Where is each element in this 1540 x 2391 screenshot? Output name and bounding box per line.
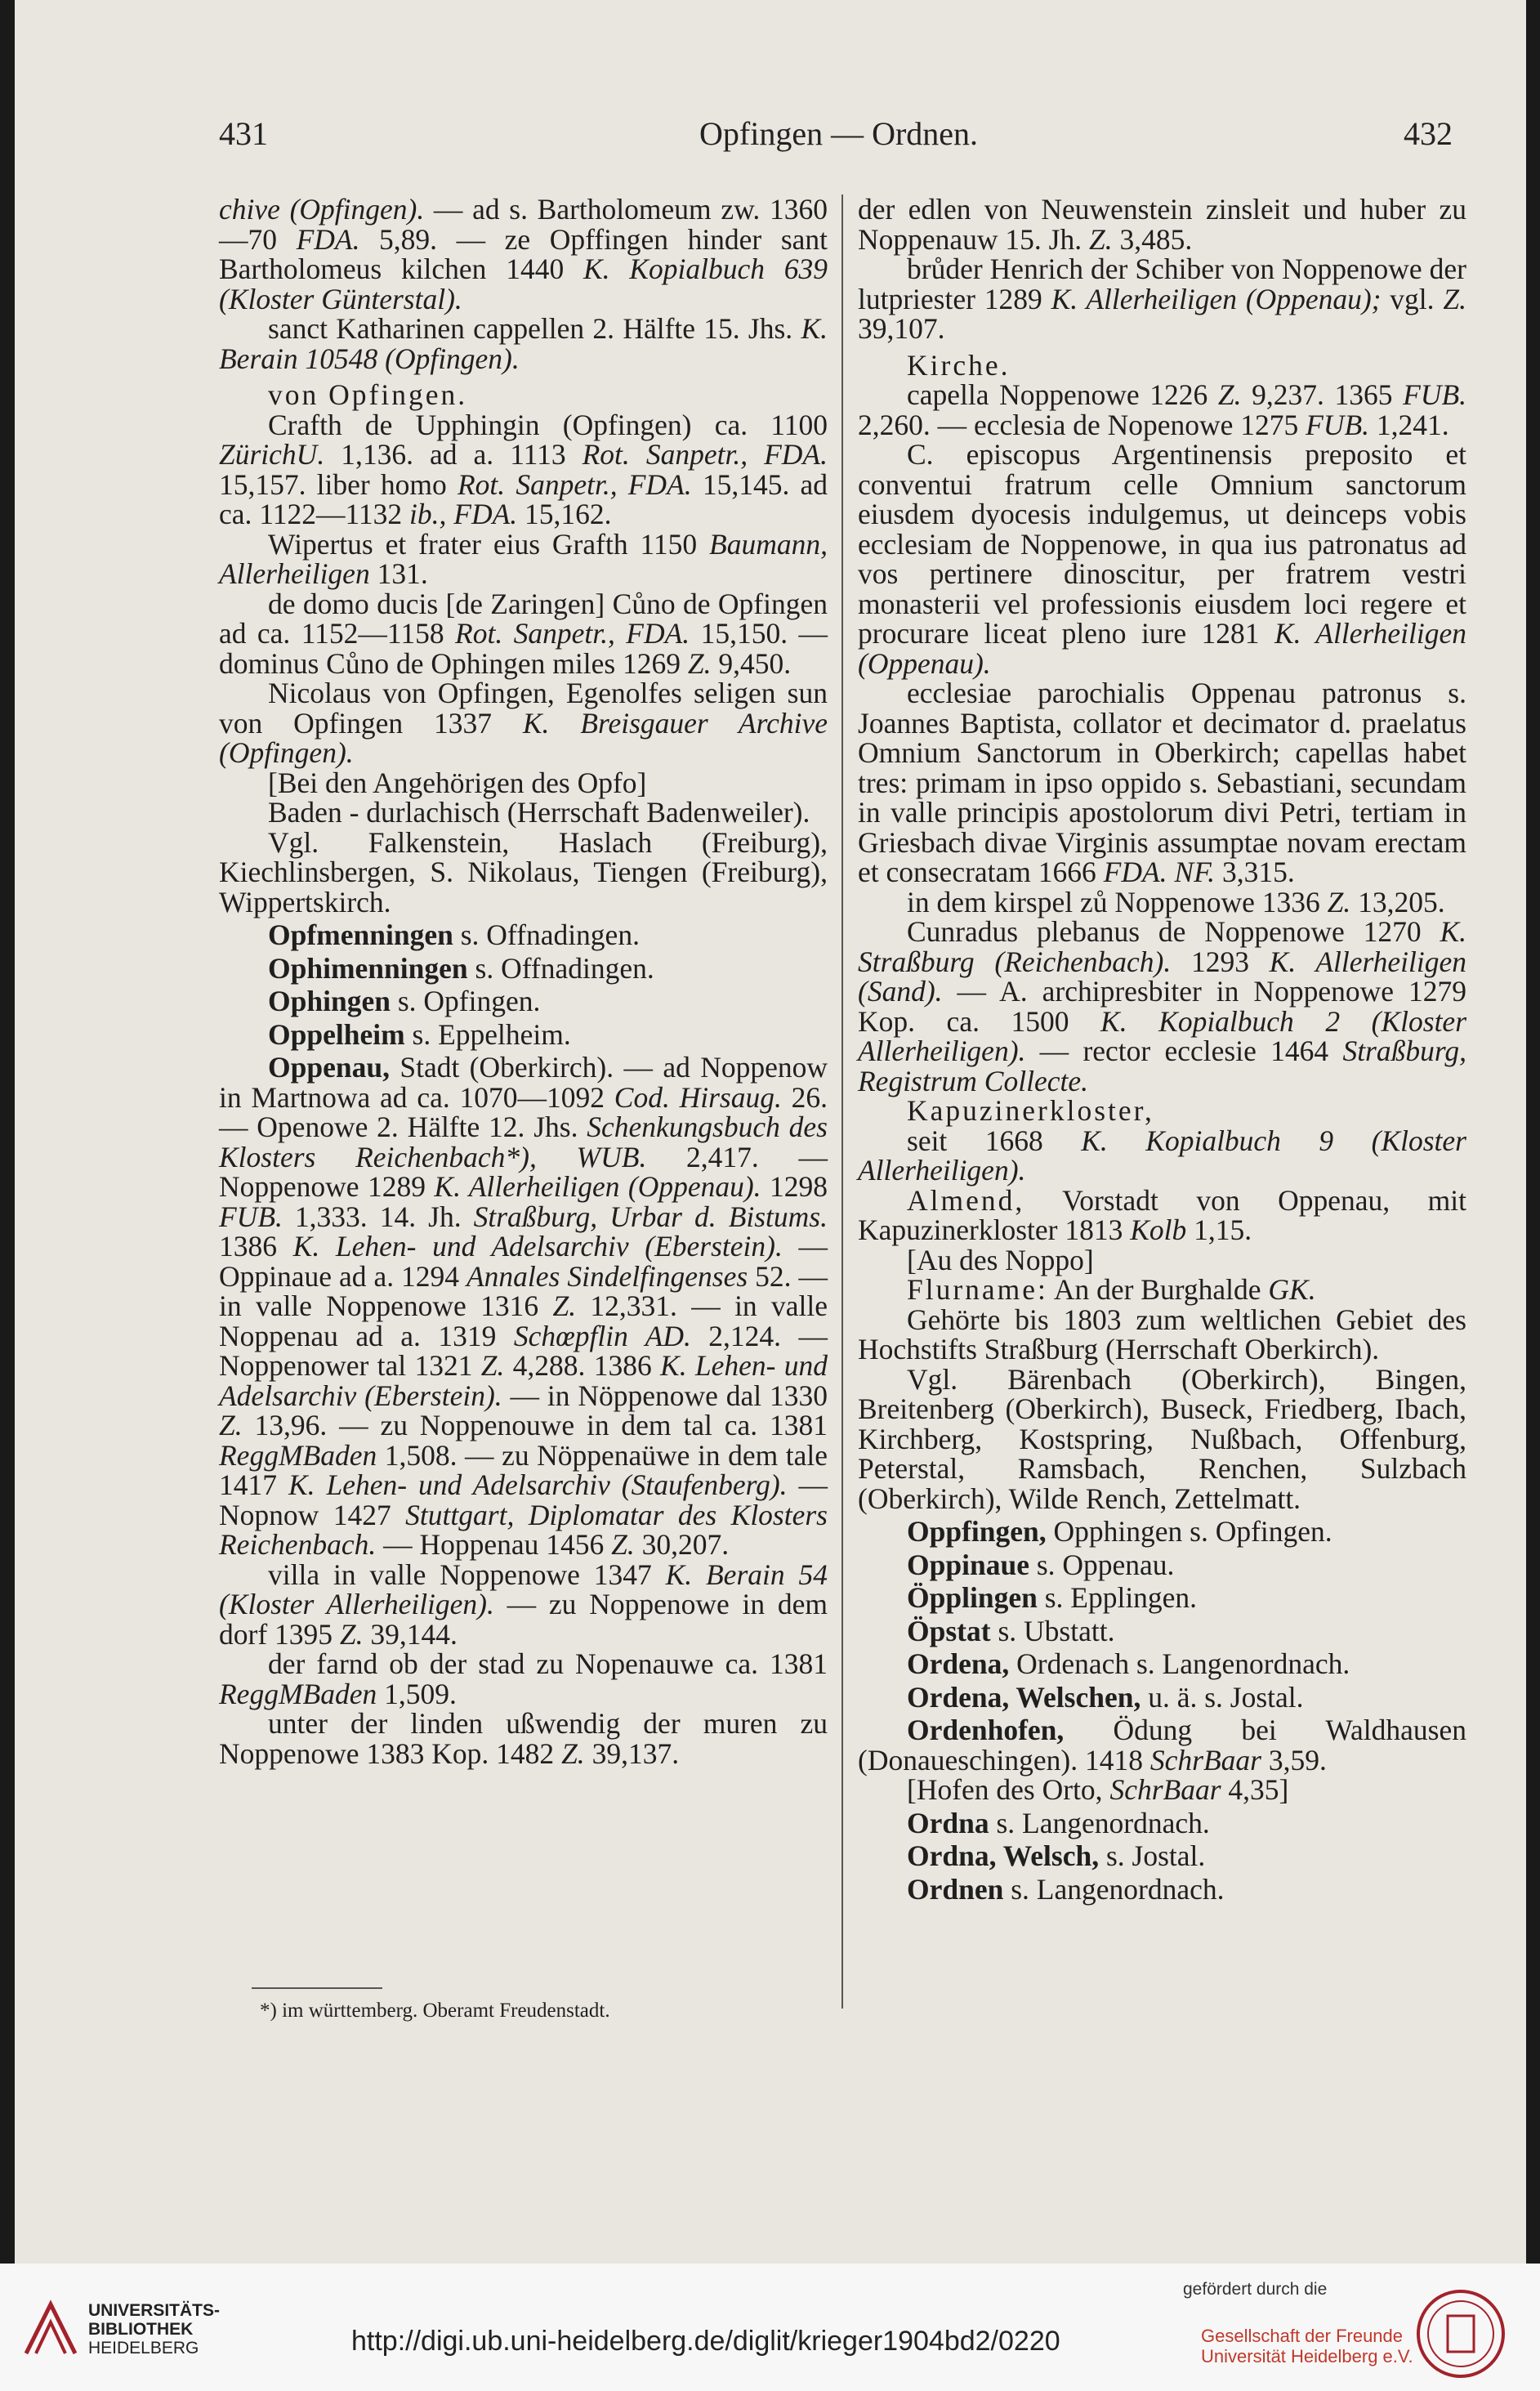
- entry-headword: Öpstat: [907, 1614, 991, 1647]
- text-run: Vgl. Bärenbach (Oberkirch), Bingen, Breitenberg (Oberkirch), Buseck, Friedberg, Ibach, Kirchberg, Kostspring, Nußbach, Offenburg, Peterstal, Ramsbach, Renchen, Sulzbach (Oberkirch), Wilde Rench, Zettelmatt.: [858, 1362, 1466, 1515]
- text-run: 30,207.: [634, 1528, 730, 1561]
- entry-headword: Oppinaue: [907, 1548, 1029, 1581]
- text-run: Crafth de Upphingin (Opfingen) ca. 1100: [268, 408, 828, 441]
- entry-headword: Ophingen: [268, 985, 391, 1017]
- text-run: Schœpflin AD.: [513, 1319, 691, 1352]
- text-run: Flurname:: [907, 1273, 1048, 1306]
- text-run: vgl.: [1381, 282, 1444, 315]
- text-run: s. Langenordnach.: [989, 1806, 1210, 1839]
- text-run: chive (Opfingen).: [219, 193, 425, 226]
- text-run: Z.: [219, 1409, 243, 1441]
- text-run: Z.: [1443, 282, 1466, 315]
- text-run: K. Lehen- und Adelsarchiv (Staufenberg).: [288, 1468, 788, 1501]
- text-run: 1386: [219, 1230, 293, 1263]
- entry-headword: Ordnen: [907, 1872, 1004, 1906]
- text-run: 26. — Openowe 2. Hälfte 12. Jhs.: [219, 1080, 828, 1143]
- text-run: Straßburg, Registrum Collecte.: [858, 1035, 1466, 1097]
- sponsor-name: Gesellschaft der Freunde Universität Heidelberg e.V.: [1201, 2326, 1413, 2366]
- paragraph: [858, 1775, 1466, 1805]
- text-run: Cod. Hirsaug.: [614, 1080, 782, 1114]
- text-run: 1,136. ad a. 1113: [324, 438, 583, 471]
- text-run: Z.: [1088, 222, 1113, 256]
- text-run: Rot. Sanpetr., FDA.: [455, 617, 690, 650]
- footnote: *) im württemberg. Oberamt Freudenstadt.: [260, 2000, 610, 2022]
- text-run: GK.: [1268, 1273, 1316, 1306]
- text-run: 13,205.: [1350, 885, 1445, 918]
- paragraph: [219, 410, 828, 530]
- paragraph: [858, 380, 1466, 440]
- entry-headword: Ordna, Welsch,: [907, 1839, 1100, 1872]
- text-run: — zu Noppenowe in dem dorf 1395: [219, 1588, 828, 1651]
- text-run: s. Ubstatt.: [990, 1614, 1115, 1647]
- text-run: Vgl. Falkenstein, Haslach (Freiburg), Kiechlinsbergen, S. Nikolaus, Tiengen (Freiburg), Wippertskirch.: [219, 825, 828, 918]
- text-run: der edlen von Neuwenstein zinsleit und huber zu Noppenauw 15. Jh.: [858, 193, 1466, 256]
- text-run: Stuttgart, Diplomatar des Klosters Reichenbach.: [219, 1498, 828, 1561]
- text-run: 52. — in valle Noppenowe 1316: [219, 1259, 828, 1322]
- text-run: Z.: [611, 1528, 635, 1561]
- entry-headword: Oppenau,: [268, 1051, 390, 1084]
- text-run: Opphingen s. Opfingen.: [1046, 1515, 1332, 1548]
- paragraph: [219, 768, 828, 798]
- column-divider: [841, 194, 843, 2009]
- entry-headword: Ordena, Welschen,: [907, 1680, 1141, 1714]
- text-run: — rector ecclesie 1464: [1025, 1035, 1343, 1067]
- text-run: von Opfingen.: [268, 378, 468, 411]
- paragraph: [858, 1517, 1466, 1547]
- text-run: 3,485.: [1112, 222, 1193, 256]
- text-run: K. Berain 10548 (Opfingen).: [219, 312, 828, 375]
- paragraph: [858, 1872, 1466, 1906]
- paragraph: [219, 1017, 828, 1051]
- text-run: 4,35]: [1221, 1773, 1289, 1806]
- text-run: in dem kirspel zů Noppenowe 1336: [907, 885, 1328, 918]
- paragraph: [219, 589, 828, 679]
- text-run: — ad s. Bartholomeum zw. 1360—70: [219, 193, 828, 256]
- text-run: 1298: [761, 1170, 828, 1203]
- text-run: — in Nöppenowe dal 1330: [502, 1379, 828, 1412]
- text-run: SchrBaar: [1149, 1743, 1261, 1776]
- paragraph: [219, 1052, 828, 1560]
- text-run: 1,333. 14. Jh.: [282, 1200, 474, 1233]
- text-run: Cunradus plebanus de Noppenowe 1270: [907, 915, 1440, 948]
- text-run: Baden - durlachisch (Herrschaft Badenweiler).: [268, 796, 810, 829]
- paragraph: [219, 798, 828, 828]
- text-run: der farnd ob der stad zu Nopenauwe ca. 1381: [268, 1647, 828, 1680]
- paragraph: [219, 678, 828, 768]
- text-run: 1,241.: [1369, 408, 1449, 441]
- text-run: K. Lehen- und Adelsarchiv (Eberstein).: [292, 1230, 783, 1263]
- paragraph: [219, 986, 828, 1017]
- text-run: villa in valle Noppenowe 1347: [268, 1558, 666, 1591]
- paragraph: [219, 527, 828, 590]
- paragraph: [858, 194, 1466, 254]
- text-run: 131.: [369, 557, 428, 590]
- paragraph: [858, 1275, 1466, 1305]
- text-run: Almend,: [907, 1183, 1025, 1217]
- text-run: 15,145. ad ca. 1122—1132: [219, 467, 828, 530]
- paragraph: [858, 1550, 1466, 1580]
- text-run: Z.: [1217, 378, 1242, 411]
- footnote-rule: [252, 1987, 382, 1989]
- text-run: K. Lehen- und Adelsarchiv (Eberstein).: [219, 1349, 828, 1412]
- text-run: Z.: [687, 646, 712, 680]
- text-run: Kapuzinerkloster,: [907, 1094, 1154, 1127]
- text-run: 4,288. 1386: [504, 1349, 661, 1382]
- text-run: 1293: [1171, 945, 1270, 978]
- text-run: Z.: [1327, 885, 1351, 918]
- text-run: K. Allerheiligen (Oppenau);: [1051, 282, 1382, 315]
- paragraph: [858, 1183, 1466, 1246]
- paragraph: [219, 380, 828, 410]
- text-run: s. Jostal.: [1099, 1839, 1206, 1872]
- paragraph: [858, 678, 1466, 887]
- entry-headword: Öpplingen: [907, 1581, 1038, 1614]
- text-run: — A. archipresbiter in Noppenowe 1279 Kop. ca. 1500: [858, 975, 1466, 1038]
- text-run: u. ä. s. Jostal.: [1140, 1680, 1304, 1714]
- paragraph: [858, 1715, 1466, 1775]
- library-name: UNIVERSITÄTS- BIBLIOTHEK HEIDELBERG: [88, 2301, 221, 2357]
- text-run: K. Breisgauer Archive (Opfingen).: [219, 706, 828, 769]
- entry-headword: Ordenhofen,: [907, 1714, 1065, 1746]
- text-run: Nicolaus von Opfingen, Egenolfes seligen sun von Opfingen 1337: [219, 677, 828, 740]
- entry-headword: Oppelheim: [268, 1017, 405, 1051]
- entry-headword: Ordna: [907, 1806, 989, 1839]
- text-run: capella Noppenowe 1226: [907, 378, 1218, 411]
- text-run: ReggMBaden: [219, 1677, 377, 1710]
- text-run: — Hoppenau 1456: [376, 1528, 612, 1561]
- text-run: ZürichU.: [219, 438, 325, 471]
- text-run: s. Eppelheim.: [404, 1017, 571, 1051]
- entry-headword: Ophimenningen: [268, 951, 468, 985]
- paragraph: [858, 1126, 1466, 1186]
- paragraph: [858, 1245, 1466, 1276]
- text-run: Vorstadt von Oppenau, mit Kapuzinerkloster 1813: [858, 1183, 1466, 1246]
- entry-headword: Opfmenningen: [268, 918, 453, 951]
- paragraph: [858, 917, 1466, 1096]
- text-run: Z.: [480, 1349, 505, 1382]
- text-run: FDA.: [296, 222, 360, 256]
- paragraph: [219, 951, 828, 985]
- text-run: Ordenach s. Langenordnach.: [1009, 1647, 1350, 1680]
- text-run: FUB.: [1306, 408, 1370, 441]
- text-run: Rot. Sanpetr., FDA.: [457, 467, 692, 501]
- paragraph: [858, 254, 1466, 344]
- text-run: 2,417. — Noppenowe 1289: [219, 1140, 828, 1203]
- university-seal-icon: [1415, 2288, 1507, 2380]
- text-run: Wipertus et frater eius Grafth 1150: [268, 527, 710, 561]
- text-run: Gehörte bis 1803 zum weltlichen Gebiet des Hochstifts Straßburg (Herrschaft Oberkirch).: [858, 1303, 1466, 1365]
- text-run: [Bei den Angehörigen des Opfo]: [268, 766, 647, 799]
- text-run: Ödung bei Waldhausen (Donaueschingen). 1418: [858, 1714, 1466, 1776]
- text-run: K. Allerheiligen (Oppenau).: [858, 617, 1467, 680]
- paragraph: [219, 1560, 828, 1650]
- text-run: 15,150. — dominus Cůno de Ophingen miles 1269: [219, 617, 828, 680]
- entry-headword: Ordena,: [907, 1647, 1010, 1680]
- paragraph: [219, 194, 828, 314]
- text-run: An der Burghalde: [1047, 1273, 1269, 1306]
- text-run: — Nopnow 1427: [219, 1468, 828, 1531]
- text-run: s. Epplingen.: [1037, 1581, 1198, 1614]
- scanned-page: [15, 0, 1526, 2264]
- text-run: 13,96. — zu Noppenouwe in dem tal ca. 1381: [242, 1409, 828, 1441]
- text-run: K. Kopialbuch 9 (Kloster Allerheiligen).: [858, 1124, 1466, 1187]
- text-run: 1,15.: [1186, 1213, 1252, 1246]
- paragraph: [219, 920, 828, 950]
- text-run: s. Opfingen.: [390, 985, 541, 1017]
- text-run: 9,237. 1365: [1241, 378, 1404, 411]
- text-run: C. episcopus Argentinensis preposito et conventui fratrum celle Omnium sanctorum eiusdem dyocesis indulgemus, ut deinceps vobis ecclesiam de Noppenowe, in qua ius patronatus ad vos pertinere dinoscitur, per fratrem vestri monasterii vel professionis eiusdem loci regere et procurare liceat pleno iure 1281: [858, 438, 1466, 650]
- text-run: Rot. Sanpetr., FDA.: [582, 438, 828, 471]
- text-run: FDA. NF.: [1103, 856, 1216, 888]
- text-run: 39,137.: [584, 1736, 680, 1770]
- text-run: 5,89. — ze Opffingen hinder sant Bartholomeus kilchen 1440: [219, 222, 828, 285]
- paragraph: [858, 440, 1466, 678]
- paragraph: [858, 1649, 1466, 1679]
- right-column: [858, 194, 1466, 1904]
- library-logo-icon: [18, 2296, 83, 2362]
- paragraph: [858, 1583, 1466, 1613]
- text-run: 15,162.: [517, 498, 612, 530]
- text-run: 2,124. — Noppenower tal 1321: [219, 1319, 828, 1382]
- text-run: Z.: [552, 1289, 577, 1322]
- text-run: Kirche.: [907, 348, 1011, 382]
- text-run: Z.: [339, 1617, 364, 1651]
- text-run: ecclesiae parochialis Oppenau patronus s. Joannes Baptista, collator et decimator d. praelatus Omnium Sanctorum in Oberkirch; capellas habet tres: primam in ipso oppido s. Sebastiani, secundam in valle principis apostolorum divi Petri, tertiam in Griesbach divae Virginis assumptae novam erectam et consecratam 1666: [858, 677, 1466, 888]
- paragraph: [858, 348, 1466, 382]
- running-title: Opfingen — Ordnen.: [699, 115, 979, 152]
- text-run: 39,107.: [858, 312, 945, 345]
- page-number-right: 432: [1404, 115, 1453, 152]
- text-run: 9,450.: [711, 646, 792, 680]
- paragraph: [219, 825, 828, 918]
- sponsor-intro: gefördert durch die: [1183, 2280, 1328, 2299]
- text-run: 12,331. — in valle Noppenau ad a. 1319: [219, 1289, 828, 1352]
- text-run: — Oppinaue ad a. 1294: [219, 1230, 828, 1293]
- text-run: K. Kopialbuch 2 (Kloster Allerheiligen).: [858, 1004, 1467, 1067]
- text-run: s. Offnadingen.: [453, 918, 640, 951]
- text-run: Annales Sindelfingenses: [466, 1259, 748, 1293]
- text-run: Straßburg, Urbar d. Bistums.: [473, 1200, 828, 1233]
- text-run: 3,315.: [1215, 856, 1295, 888]
- text-run: FUB.: [219, 1200, 283, 1233]
- text-run: s. Langenordnach.: [1003, 1872, 1225, 1906]
- paragraph: [858, 1305, 1466, 1365]
- text-run: 39,144.: [363, 1617, 458, 1651]
- page-url-link[interactable]: http://digi.ub.uni-heidelberg.de/diglit/krieger1904bd2/0220: [351, 2326, 1060, 2357]
- paragraph: [858, 1616, 1466, 1647]
- text-run: 1,508. — zu Nöppenaüwe in dem tale 1417: [219, 1438, 828, 1501]
- text-run: K. Allerheiligen (Sand).: [858, 945, 1466, 1008]
- text-run: sanct Katharinen cappellen 2. Hälfte 15. Jhs.: [268, 312, 801, 345]
- paragraph: [858, 1841, 1466, 1871]
- text-run: Stadt (Oberkirch). — ad Noppenow in Martnowa ad ca. 1070—1092: [219, 1051, 828, 1114]
- text-run: SchrBaar: [1109, 1773, 1221, 1806]
- text-run: K. Berain 54 (Kloster Allerheiligen).: [219, 1558, 828, 1620]
- paragraph: [219, 1649, 828, 1709]
- text-run: [Hofen des Orto,: [907, 1773, 1110, 1806]
- text-run: s. Oppenau.: [1029, 1548, 1175, 1581]
- left-column: [219, 194, 828, 1768]
- text-run: K. Straßburg (Reichenbach).: [858, 915, 1466, 978]
- text-run: 3,59.: [1261, 1743, 1327, 1776]
- text-run: K. Allerheiligen (Oppenau).: [434, 1170, 761, 1203]
- text-run: FUB.: [1403, 378, 1467, 411]
- text-run: [Au des Noppo]: [907, 1243, 1094, 1276]
- text-run: ib., FDA.: [409, 498, 518, 530]
- text-run: Baumann, Allerheiligen: [219, 527, 828, 590]
- text-run: 15,157. liber homo: [219, 467, 458, 501]
- paragraph: [858, 1680, 1466, 1714]
- paragraph: [858, 887, 1466, 918]
- paragraph: [858, 1362, 1466, 1515]
- text-run: Z.: [561, 1736, 585, 1770]
- footer-bar: [0, 2264, 1540, 2391]
- text-run: Schenkungsbuch des Klosters Reichenbach*), WUB.: [219, 1111, 828, 1173]
- text-run: 2,260. — ecclesia de Nopenowe 1275: [858, 408, 1306, 441]
- text-run: seit 1668: [907, 1124, 1082, 1157]
- text-run: de domo ducis [de Zaringen] Cůno de Opfingen ad ca. 1152—1158: [219, 587, 828, 650]
- paragraph: [858, 1808, 1466, 1839]
- text-run: brůder Henrich der Schiber von Noppenowe der lutpriester 1289: [858, 253, 1466, 315]
- text-run: Kolb: [1130, 1213, 1187, 1246]
- text-run: ReggMBaden: [219, 1438, 377, 1472]
- text-run: unter der linden ußwendig der muren zu Noppenowe 1383 Kop. 1482: [219, 1707, 828, 1770]
- paragraph: [219, 314, 828, 373]
- text-run: K. Kopialbuch 639 (Kloster Günterstal).: [219, 253, 828, 315]
- paragraph: [858, 1096, 1466, 1126]
- page-number-left: 431: [219, 115, 268, 152]
- paragraph: [219, 1709, 828, 1768]
- text-run: s. Offnadingen.: [467, 951, 654, 985]
- entry-headword: Oppfingen,: [907, 1515, 1047, 1548]
- text-run: 1,509.: [377, 1677, 457, 1710]
